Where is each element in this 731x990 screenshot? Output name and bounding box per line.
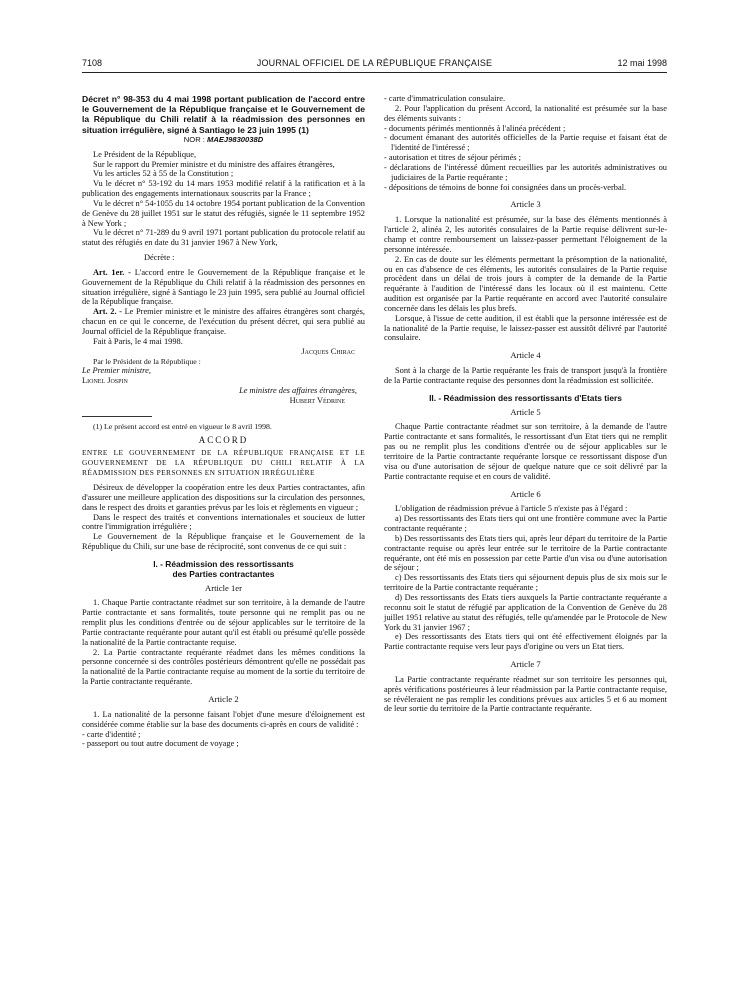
article-6-item: b) Des ressortissants des Etats tiers qui, après leur départ du territoire de la Partie contractante requise ou après leur entrée sur le territoire de la Partie contractante requérante, ont été mis en possession par cette Partie d'un visa ou d'une autorisation de séjour ; — [384, 533, 667, 573]
done-at: Fait à Paris, le 4 mai 1998. — [93, 336, 183, 346]
article-6-item: e) Des ressortissants des Etats tiers qui ont été effectivement éloignés par la Partie contractante requise vers leur pays d'origine ou vers un Etat tiers. — [384, 632, 667, 652]
article-2-para: 2. Pour l'application du présent Accord, la nationalité est présumée sur la base des éléments suivants : — [384, 103, 667, 123]
list-item: - document émanant des autorités officielles de la Partie requise et faisant état de l'identité de l'intéressé ; — [384, 133, 667, 153]
article-4-heading: Article 4 — [510, 350, 541, 361]
article-3-para: 1. Lorsque la nationalité est présumée, sur la base des éléments mentionnés à l'article 2, alinéa 2, les autorités consulaires de la Partie requise délivrent sur-le-champ et contre remboursement un laissez-passer permettant l'éloignement de la personne intéressée. — [384, 215, 667, 254]
signature-president: Jacques Chirac — [301, 346, 355, 356]
mae-name: Hubert Védrine — [289, 395, 345, 405]
mae-title: Le ministre des affaires étrangères, — [239, 386, 357, 396]
nor-code: MAEJ9830038D — [207, 134, 264, 144]
art2-text: Le Premier ministre et le ministre des affaires étrangères sont chargés, chacun en ce qui le concerne, de l'exécution du présent décret, qui sera publié au Journal officiel de la République française. — [82, 307, 366, 336]
pm-title: Le Premier ministre, — [82, 366, 151, 376]
preamble-line: Vu les articles 52 à 55 de la Constitution ; — [93, 169, 234, 179]
list-item: - documents périmés mentionnés à l'alinéa précédent ; — [384, 123, 566, 133]
article-2-list-1 — [82, 730, 365, 750]
journal-title: JOURNAL OFFICIEL DE LA RÉPUBLIQUE FRANÇAISE — [256, 58, 493, 68]
list-item: - passeport ou tout autre document de voyage ; — [82, 739, 239, 749]
preamble-line: Sur le rapport du Premier ministre et du ministre des affaires étrangères, — [93, 159, 335, 169]
issue-date: 12 mai 1998 — [617, 58, 667, 68]
page-number: 7108 — [82, 58, 103, 68]
nor-reference — [82, 135, 365, 145]
right-column — [384, 94, 667, 714]
page-header — [82, 58, 667, 72]
preamble-line: Vu le décret n° 71-289 du 9 avril 1971 portant publication du protocole relatif au statut des réfugiés en date du 31 janvier 1967 à New York, — [82, 228, 365, 248]
article-7-para: La Partie contractante requérante réadmet sur son territoire les personnes qui, après vérifications postérieures à leur réadmission par la Partie contractante requise, se révéleraient ne pas remplir les conditions prévues aux articles 5 et 6 au moment de leur sortie du territoire de la Partie contractante requérante. — [384, 674, 667, 714]
accord-heading: ACCORD — [198, 434, 249, 445]
article-6-heading: Article 6 — [510, 488, 541, 499]
accord-subtitle: ENTRE LE GOUVERNEMENT DE LA RÉPUBLIQUE FRANÇAISE ET LE GOUVERNEMENT DE LA RÉPUBLIQUE DU CHILI RELATIF À LA RÉADMISSION DES PERSONNES EN SITUATION IRRÉGULIÈRE — [82, 448, 365, 478]
article-4-para: Sont à la charge de la Partie requérante les frais de transport jusqu'à la frontière de la Partie contractante requise des personnes dont la réadmission est sollicitée. — [384, 366, 667, 385]
preamble-line: Le Président de la République, — [93, 149, 197, 159]
article-1 — [82, 268, 365, 307]
article-1-heading: Article 1er — [205, 582, 242, 593]
article-1-para: 1. Chaque Partie contractante réadmet sur son territoire, à la demande de l'autre Partie contractante et sans formalités, toute personne qui ne remplit pas ou ne remplit plus les conditions d'entrée ou de séjour applicables sur le territoire de la Partie contractante requérante pour autant qu'il est établi ou présumé qu'elle possède la nationalité de la Partie contractante requise. — [82, 598, 365, 647]
article-2-list-1-cont — [384, 94, 667, 104]
nor-label: NOR : — [183, 134, 205, 144]
accord-intro: Désireux de développer la coopération entre les deux Parties contractantes, afin d'assurer une meilleure application des dispositions sur la circulation des personnes, dans le respect des droits et garanties prévus par les lois et règlements en vigueur ; — [82, 482, 365, 512]
article-3-heading: Article 3 — [510, 199, 541, 210]
footnote-rule — [82, 416, 152, 417]
article-7-heading: Article 7 — [510, 659, 541, 670]
article-6-item: c) Des ressortissants des Etats tiers qui séjournent depuis plus de six mois sur le territoire de la Partie contractante requérante ; — [384, 573, 667, 593]
article-6-intro: L'obligation de réadmission prévue à l'article 5 n'existe pas à l'égard : — [395, 504, 628, 514]
preamble-line: Vu le décret n° 53-192 du 14 mars 1953 modifié relatif à la ratification et à la publication des engagements internationaux souscrits par la France ; — [82, 179, 365, 199]
list-item: - carte d'immatriculation consulaire. — [384, 94, 506, 103]
footnote: (1) Le présent accord est entré en vigueur le 8 avril 1998. — [93, 421, 272, 431]
article-2 — [82, 307, 365, 337]
art1-text: L'accord entre le Gouvernement de la République française et le Gouvernement de la République du Chili relatif à la réadmission des personnes en situation irrégulière, signé à Santiago le 23 juin 1995, sera publié au Journal officiel de la République française. — [82, 267, 366, 307]
list-item: - déclarations de l'intéressé dûment recueillies par les autorités administratives ou judiciaires de la Partie requérante ; — [384, 162, 667, 182]
article-6-item: a) Des ressortissants des Etats tiers qui ont une frontière commune avec la Partie contractante requérante ; — [384, 514, 667, 534]
art2-label: Art. 2. - — [93, 307, 122, 317]
accord-intro: Le Gouvernement de la République française et le Gouvernement de la République du Chili, sur une base de réciprocité, sont convenus de ce qui suit : — [82, 532, 365, 552]
art1-label: Art. 1er. - — [93, 267, 131, 277]
preamble-line: Vu le décret n° 54-1055 du 14 octobre 1954 portant publication de la Convention de Genève du 28 juillet 1951 sur le statut des réfugiés, signée le 11 septembre 1952 à New York ; — [82, 198, 365, 228]
article-5-para: Chaque Partie contractante réadmet sur son territoire, à la demande de l'autre Partie contractante et sans formalités, le ressortissant d'un Etat tiers qui ne remplit pas ou ne remplit plus les conditions d'entrée ou de séjour applicables sur le territoire de la Partie contractante requérante lorsque ce ressortissant dispose d'un visa ou d'une autorisation de séjour de quelque nature que ce soit délivré par la Partie contractante requise et en cours de validité. — [384, 422, 667, 481]
article-2-list-2 — [384, 124, 667, 193]
list-item: - carte d'identité ; — [82, 729, 141, 739]
article-2-heading: Article 2 — [208, 694, 239, 704]
section-1-title: I. - Réadmission des ressortissants des Parties contractantes — [153, 558, 294, 579]
article-5-heading: Article 5 — [510, 406, 541, 417]
header-rule — [82, 72, 667, 73]
list-item: - autorisation et titres de séjour périmés ; — [384, 153, 521, 163]
accord-intro: Dans le respect des traités et conventions internationales et soucieux de lutter contre l'immigration irrégulière ; — [82, 512, 365, 532]
pm-name: Lionel Jospin — [82, 376, 128, 386]
decree-title: Décret n° 98-353 du 4 mai 1998 portant publication de l'accord entre le Gouvernement de la République française et le Gouvernement de la République du Chili relatif à la réadmission des personnes en situation irrégulière, signé à Santiago le 23 juin 1995 (1) — [82, 94, 365, 135]
article-1-para: 2. La Partie contractante requérante réadmet dans les mêmes conditions la personne concernée si des contrôles postérieurs démontrent qu'elle ne possédait pas la nationalité de la Partie contractante requise au moment de la sortie du territoire de la Partie contractante requérante. — [82, 647, 365, 687]
left-column — [82, 94, 365, 749]
article-3-para: 2. En cas de doute sur les éléments permettant la présomption de la nationalité, ou en cas d'absence de ces éléments, les autorités consulaires de la Partie requise procèdent dans un délai de trois jours à compter de la demande de la Partie requérante à l'audition de l'intéressé dans les locaux où il est maintenu. Cette audition est organisée par la Partie requérante en accord avec l'autorité consulaire concernée dans les délais les plus brefs. — [384, 254, 667, 313]
article-3-para: Lorsque, à l'issue de cette audition, il est établi que la personne intéressée est de la nationalité de la Partie requise, le laissez-passer est aussitôt délivré par l'autorité consulaire. — [384, 313, 667, 343]
article-2-para: 1. La nationalité de la personne faisant l'objet d'une mesure d'éloignement est considérée comme établie sur la base des documents ci-après en cours de validité : — [82, 709, 365, 729]
par-le-president: Par le Président de la République : — [93, 356, 201, 366]
article-6-item: d) Des ressortissants des Etats tiers auxquels la Partie contractante requérante a reconnu soit le statut de réfugié par application de la Convention de Genève du 28 juillet 1951 relative au statut des réfugiés, telle qu'amendée par le Protocole de New York du 31 janvier 1967 ; — [384, 592, 667, 632]
section-2-title: II. - Réadmission des ressortissants d'Etats tiers — [429, 392, 622, 403]
decrete: Décrète : — [144, 253, 175, 263]
list-item: - dépositions de témoins de bonne foi consignées dans un procès-verbal. — [384, 182, 627, 192]
